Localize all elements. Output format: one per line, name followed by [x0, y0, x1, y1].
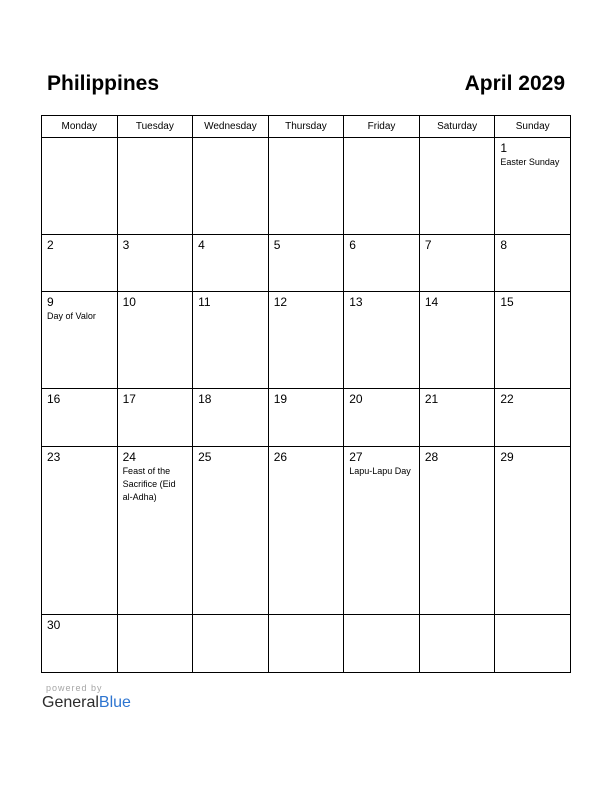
weekday-header-row: [42, 116, 571, 138]
day-number: 28: [424, 449, 439, 464]
calendar-day-cell[interactable]: [344, 234, 420, 292]
weekday-tuesday: Tuesday: [117, 116, 193, 138]
calendar-day-cell[interactable]: [117, 388, 193, 446]
calendar-day-cell[interactable]: [193, 388, 269, 446]
day-number: 16: [47, 391, 61, 406]
day-number: 21: [424, 391, 439, 406]
calendar-day-cell[interactable]: [344, 138, 420, 235]
calendar-day-cell[interactable]: [419, 388, 495, 446]
weekday-thursday: Thursday: [268, 116, 344, 138]
calendar-day-cell[interactable]: [419, 234, 495, 292]
holiday-label: Lapu-Lapu Day: [349, 465, 411, 476]
weekday-sunday: Sunday: [495, 116, 571, 138]
calendar-day-cell[interactable]: [344, 292, 420, 389]
calendar-week-row: [42, 292, 571, 389]
calendar-week-row: [42, 138, 571, 235]
calendar-day-cell[interactable]: [495, 292, 571, 389]
calendar-day-cell[interactable]: [42, 615, 118, 673]
holiday-label: Easter Sunday: [500, 157, 560, 167]
calendar-week-row: [42, 234, 571, 292]
calendar-day-cell[interactable]: [268, 138, 344, 235]
day-number: 30: [47, 618, 61, 633]
calendar-day-cell[interactable]: [495, 388, 571, 446]
weekday-saturday: Saturday: [419, 116, 495, 138]
day-number: 10: [122, 295, 136, 310]
day-number: 24: [122, 449, 136, 464]
calendar-grid: [41, 115, 571, 673]
logo-blue-text: Blue: [98, 694, 131, 711]
calendar-day-cell[interactable]: [193, 615, 269, 673]
calendar-day-cell[interactable]: [117, 615, 193, 673]
day-number: 8: [500, 237, 508, 252]
weekday-friday: Friday: [344, 116, 420, 138]
day-number: 11: [198, 295, 211, 310]
weekday-monday: Monday: [42, 116, 118, 138]
day-number: 23: [47, 449, 61, 464]
calendar-day-cell[interactable]: [344, 446, 420, 614]
calendar-day-cell[interactable]: [419, 615, 495, 673]
powered-by-text: powered by: [46, 683, 103, 693]
calendar-body: [42, 138, 571, 673]
day-number: 2: [47, 237, 54, 252]
calendar-day-cell[interactable]: [268, 615, 344, 673]
calendar-day-cell[interactable]: [42, 446, 118, 614]
calendar-day-cell[interactable]: [117, 446, 193, 614]
calendar-day-cell[interactable]: [193, 138, 269, 235]
calendar-day-cell[interactable]: [117, 138, 193, 235]
calendar-week-row: [42, 388, 571, 446]
calendar-day-cell[interactable]: [495, 234, 571, 292]
calendar-day-cell[interactable]: [42, 388, 118, 446]
calendar-day-cell[interactable]: [193, 234, 269, 292]
month-title: April 2029: [464, 72, 565, 95]
day-number: 25: [198, 449, 212, 464]
calendar-day-cell[interactable]: [344, 615, 420, 673]
calendar-day-cell[interactable]: [193, 292, 269, 389]
calendar-day-cell[interactable]: [268, 388, 344, 446]
day-number: 14: [424, 295, 439, 310]
calendar-day-cell[interactable]: [42, 138, 118, 235]
calendar-day-cell[interactable]: [268, 292, 344, 389]
day-number: 4: [198, 237, 205, 252]
calendar-day-cell[interactable]: [42, 234, 118, 292]
day-number: 17: [122, 391, 136, 406]
calendar-day-cell[interactable]: [42, 292, 118, 389]
calendar-day-cell[interactable]: [419, 138, 495, 235]
day-number: 27: [349, 449, 363, 464]
calendar-day-cell[interactable]: [495, 138, 571, 235]
day-number: 15: [500, 295, 514, 310]
calendar-day-cell[interactable]: [495, 615, 571, 673]
day-number: 3: [122, 237, 130, 252]
calendar-day-cell[interactable]: [117, 234, 193, 292]
day-number: 26: [273, 449, 288, 464]
logo-general-text: General: [42, 694, 99, 711]
calendar-day-cell[interactable]: [419, 446, 495, 614]
day-number: 20: [349, 391, 363, 406]
calendar-day-cell[interactable]: [419, 292, 495, 389]
country-title: Philippines: [47, 72, 160, 95]
day-number: 22: [500, 391, 514, 406]
day-number: 19: [273, 391, 288, 406]
day-number: 13: [349, 295, 363, 310]
calendar-day-cell[interactable]: [495, 446, 571, 614]
day-number: 5: [273, 237, 281, 252]
calendar-day-cell[interactable]: [117, 292, 193, 389]
weekday-wednesday: Wednesday: [193, 116, 269, 138]
calendar-day-cell[interactable]: [344, 388, 420, 446]
holiday-label: Feast of the Sacrifice (Eid al-Adha): [122, 465, 176, 502]
day-number: 12: [273, 295, 288, 310]
day-number: 1: [500, 141, 508, 155]
day-number: 18: [198, 391, 212, 406]
holiday-label: Day of Valor: [47, 311, 96, 322]
day-number: 7: [424, 237, 432, 252]
calendar-week-row: [42, 615, 571, 673]
generalblue-logo[interactable]: [42, 693, 131, 713]
calendar-day-cell[interactable]: [268, 446, 344, 614]
day-number: 9: [47, 295, 54, 310]
calendar-week-row: [42, 446, 571, 614]
calendar-day-cell[interactable]: [193, 446, 269, 614]
day-number: 29: [500, 449, 514, 464]
day-number: 6: [349, 237, 356, 252]
calendar-day-cell[interactable]: [268, 234, 344, 292]
